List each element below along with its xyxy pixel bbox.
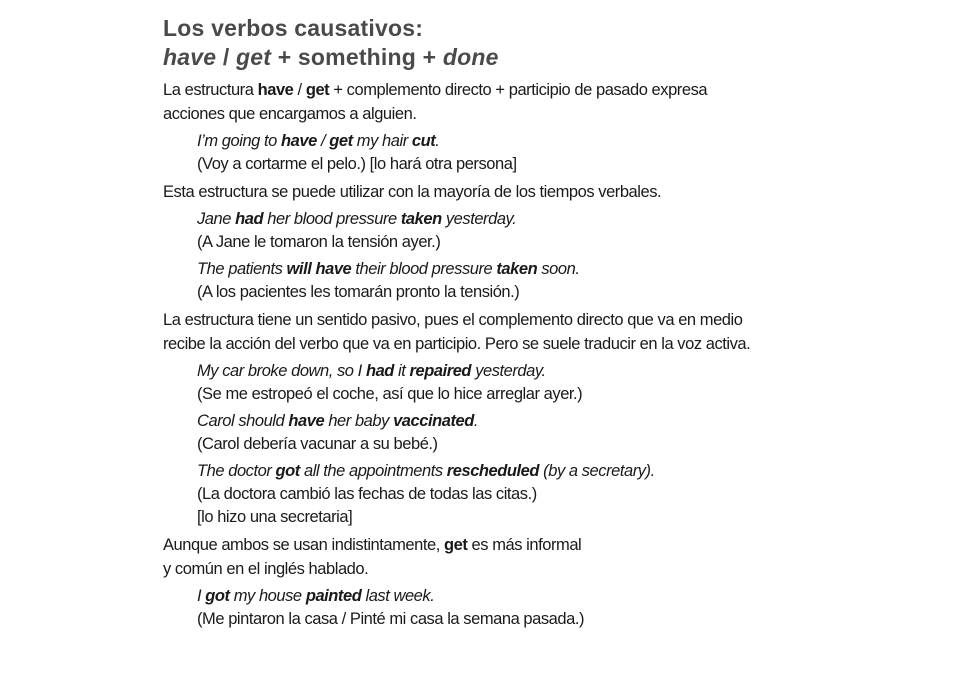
informal-line-2: y común en el inglés hablado. xyxy=(163,560,369,578)
example-4-english: My car broke down, so I had it repaired yesterday. xyxy=(197,362,546,380)
intro-text-b: + complemento directo + participio de pasado expresa xyxy=(329,81,708,99)
informal-paragraph xyxy=(163,533,923,581)
example-6-english: The doctor got all the appointments rescheduled (by a secretary). xyxy=(197,462,655,480)
passive-paragraph xyxy=(163,308,923,356)
example-6 xyxy=(197,460,923,529)
example-1 xyxy=(197,130,923,176)
example-4 xyxy=(197,360,923,406)
example-6-translation-2: [lo hizo una secretaria] xyxy=(197,508,353,526)
example-1-translation: (Voy a cortarme el pelo.) [lo hará otra persona] xyxy=(197,155,517,173)
title-get: get xyxy=(236,44,272,70)
title-plus-something: + something + xyxy=(271,44,443,70)
title-slash: / xyxy=(216,44,237,70)
example-2-translation: (A Jane le tomaron la tensión ayer.) xyxy=(197,233,441,251)
intro-text-a: La estructura xyxy=(163,81,258,99)
example-3-translation: (A los pacientes les tomarán pronto la tensión.) xyxy=(197,283,520,301)
intro-slash: / xyxy=(293,81,306,99)
passive-line-1: La estructura tiene un sentido pasivo, pues el complemento directo que va en medio xyxy=(163,311,743,329)
example-5-translation: (Carol debería vacunar a su bebé.) xyxy=(197,435,438,453)
example-6-translation-1: (La doctora cambió las fechas de todas las citas.) xyxy=(197,485,537,503)
title-line-2 xyxy=(163,43,923,72)
example-4-translation: (Se me estropeó el coche, así que lo hice arreglar ayer.) xyxy=(197,385,583,403)
example-7-english: I got my house painted last week. xyxy=(197,587,435,605)
example-3 xyxy=(197,258,923,304)
example-2 xyxy=(197,208,923,254)
example-5-english: Carol should have her baby vaccinated. xyxy=(197,412,479,430)
intro-paragraph xyxy=(163,78,923,126)
tenses-paragraph: Esta estructura se puede utilizar con la mayoría de los tiempos verbales. xyxy=(163,183,662,201)
title-line-1: Los verbos causativos: xyxy=(163,15,424,41)
example-2-english: Jane had her blood pressure taken yesterday. xyxy=(197,210,517,228)
example-7 xyxy=(197,585,923,631)
example-1-english: I’m going to have / get my hair cut. xyxy=(197,132,440,150)
intro-get: get xyxy=(305,81,330,99)
intro-have: have xyxy=(257,81,294,99)
informal-get: get xyxy=(444,536,468,554)
grammar-page xyxy=(163,14,923,631)
intro-text-c: acciones que encargamos a alguien. xyxy=(163,105,417,123)
example-5 xyxy=(197,410,923,456)
page-title xyxy=(163,14,923,72)
title-have: have xyxy=(163,44,217,70)
informal-text-a: Aunque ambos se usan indistintamente, xyxy=(163,536,445,554)
passive-line-2: recibe la acción del verbo que va en participio. Pero se suele traducir en la voz activa. xyxy=(163,335,751,353)
example-7-translation: (Me pintaron la casa / Pinté mi casa la semana pasada.) xyxy=(197,610,585,628)
example-3-english: The patients will have their blood pressure taken soon. xyxy=(197,260,580,278)
informal-text-b: es más informal xyxy=(467,536,582,554)
title-done: done xyxy=(442,44,499,70)
